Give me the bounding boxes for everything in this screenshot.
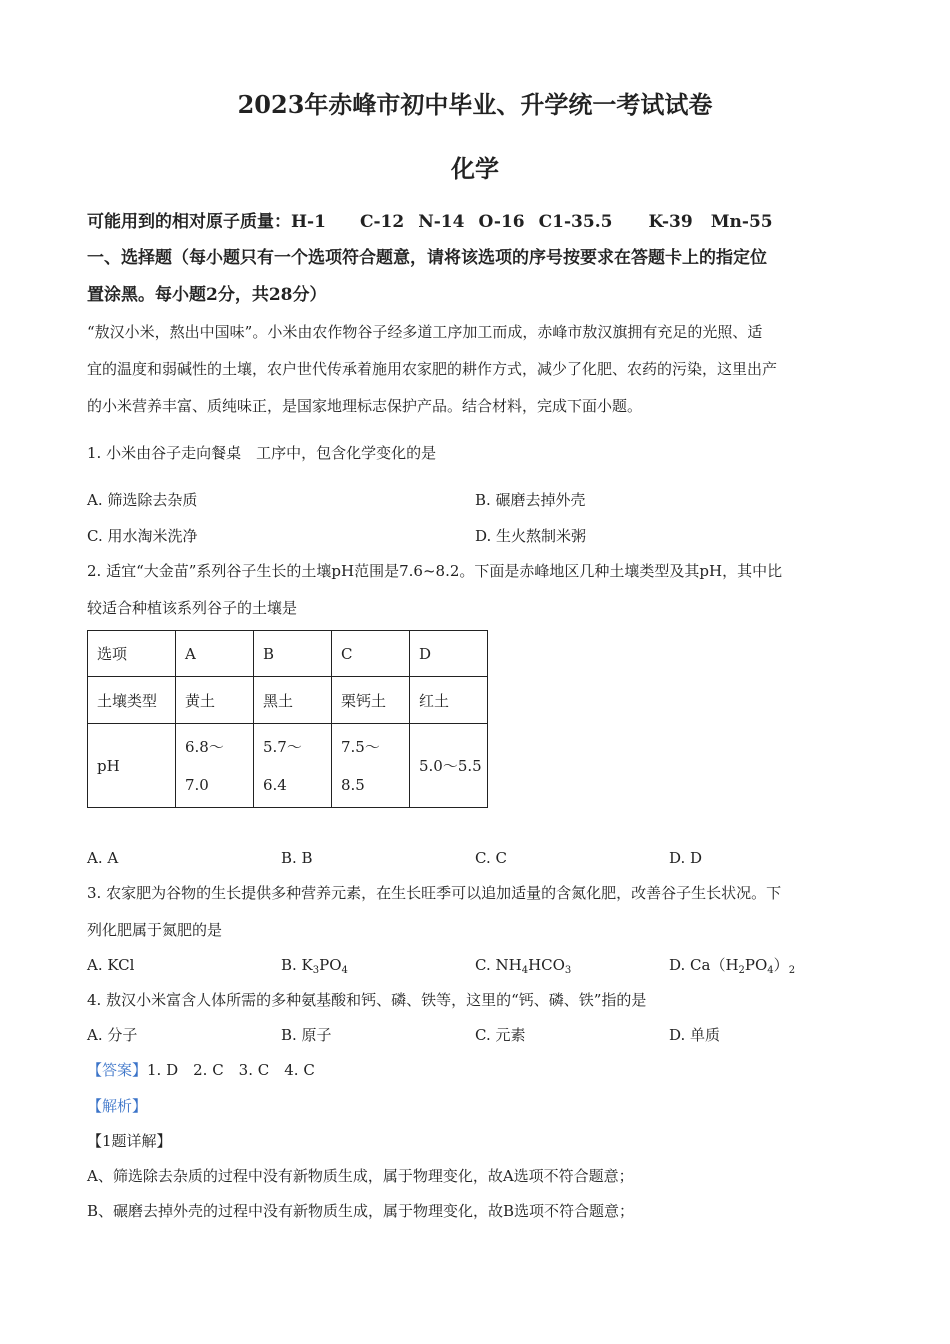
q1-option-d: D. 生火熬制米粥 [475, 527, 587, 545]
analysis-line: A、筛选除去杂质的过程中没有新物质生成，属于物理变化，故A选项不符合题意； [87, 1167, 634, 1185]
section-heading-line2: 置涂黑。每小题2分，共28分） [87, 285, 327, 305]
formula-subscript: 4 [767, 965, 774, 976]
answer-text: 1. D 2. C 3. C 4. C [147, 1061, 315, 1079]
ph-value-line: 5.0～5.5 [419, 757, 482, 775]
mass-h: H-1 [291, 212, 326, 232]
analysis-label: 【解析】 [87, 1097, 148, 1115]
q3-stem-line2: 列化肥属于氮肥的是 [87, 921, 223, 939]
table-cell: 栗钙土 [332, 677, 410, 724]
q2-option-c: C. C [475, 849, 507, 867]
q4-option-a: A. 分子 [87, 1026, 138, 1044]
q3-option-c [475, 955, 571, 975]
table-cell: C [332, 631, 410, 677]
atomic-masses [87, 212, 773, 232]
answer-line [87, 1060, 315, 1080]
table-cell: 黑土 [254, 677, 332, 724]
ph-value-line: 7.5～ [341, 737, 380, 756]
q3-option-a: A. KCl [87, 956, 135, 974]
formula-part: B. K [281, 956, 313, 974]
q1-option-a: A. 筛选除去杂质 [87, 491, 198, 509]
formula-subscript: 2 [738, 965, 745, 976]
formula-part: HCO [528, 956, 565, 974]
atomic-masses-label: 可能用到的相对原子质量： [87, 212, 291, 232]
table-cell [176, 724, 254, 808]
table-cell: 选项 [88, 631, 176, 677]
table-cell: 土壤类型 [88, 677, 176, 724]
mass-n: N-14 [418, 212, 465, 232]
passage-line: “敖汉小米，熬出中国味”。小米由农作物谷子经多道工序加工而成，赤峰市敖汉旗拥有充足的光照、适 [87, 323, 763, 341]
q3-option-b [281, 955, 348, 975]
mass-mn: Mn-55 [710, 212, 773, 232]
table-row [88, 631, 488, 677]
table-row [88, 724, 488, 808]
ph-value-line: 7.0 [185, 775, 209, 794]
table-cell [332, 724, 410, 808]
q1-option-b: B. 碾磨去掉外壳 [475, 491, 586, 509]
table-cell [410, 724, 488, 808]
ph-value-line: 8.5 [341, 775, 365, 794]
q3-option-d [669, 955, 795, 975]
q2-option-b: B. B [281, 849, 313, 867]
q2-option-d: D. D [669, 849, 703, 867]
formula-subscript: 4 [341, 965, 348, 976]
q4-option-d: D. 单质 [669, 1026, 721, 1044]
q4-stem: 4. 敖汉小米富含人体所需的多种氨基酸和钙、磷、铁等，这里的“钙、磷、铁”指的是 [87, 991, 647, 1009]
mass-k: K-39 [648, 212, 693, 232]
q2-option-a: A. A [87, 849, 119, 867]
q4-option-b: B. 原子 [281, 1026, 332, 1044]
formula-part: ） [773, 956, 789, 974]
table-cell: 红土 [410, 677, 488, 724]
ph-value-line: 5.7～ [263, 737, 302, 756]
q3-stem-line1: 3. 农家肥为谷物的生长提供多种营养元素，在生长旺季可以追加适量的含氮化肥，改善谷子生长状况。下 [87, 884, 782, 902]
table-cell: pH [88, 724, 176, 808]
formula-part: C. NH [475, 956, 522, 974]
answer-label: 【答案】 [87, 1061, 148, 1079]
ph-value-line: 6.4 [263, 775, 287, 794]
q1-stem: 1. 小米由谷子走向餐桌 工序中，包含化学变化的是 [87, 444, 437, 462]
mass-c: C-12 [359, 212, 405, 232]
formula-subscript: 3 [564, 965, 572, 976]
soil-ph-table [87, 630, 488, 808]
q2-stem-line1: 2. 适宜“大金苗”系列谷子生长的土壤pH范围是7.6~8.2。下面是赤峰地区几种土壤类型及其pH，其中比 [87, 562, 783, 580]
mass-o: O-16 [478, 212, 525, 232]
formula-subscript: 2 [788, 965, 796, 976]
table-cell: D [410, 631, 488, 677]
table-cell [254, 724, 332, 808]
q2-stem-line2: 较适合种植该系列谷子的土壤是 [87, 599, 298, 617]
table-row [88, 677, 488, 724]
formula-subscript: 3 [312, 965, 320, 976]
table-cell: B [254, 631, 332, 677]
table-cell: 黄土 [176, 677, 254, 724]
ph-value-line: 6.8～ [185, 737, 224, 756]
formula-part: PO [744, 956, 768, 974]
passage-line: 的小米营养丰富、质纯味正，是国家地理标志保护产品。结合材料，完成下面小题。 [87, 397, 643, 415]
section-heading-line1: 一、选择题（每小题只有一个选项符合题意，请将该选项的序号按要求在答题卡上的指定位 [87, 248, 767, 268]
q4-option-c: C. 元素 [475, 1026, 526, 1044]
formula-part: D. Ca（H [669, 956, 739, 974]
mass-cl: C1-35.5 [538, 212, 613, 232]
subject-title: 化学 [451, 154, 499, 183]
passage-line: 宜的温度和弱碱性的土壤，农户世代传承着施用农家肥的耕作方式，减少了化肥、农药的污染，这里出产 [87, 360, 778, 378]
page-title: 2023年赤峰市初中毕业、升学统一考试试卷 [237, 90, 713, 119]
table-cell: A [176, 631, 254, 677]
q1-option-c: C. 用水淘米洗净 [87, 527, 198, 545]
analysis-line: B、碾磨去掉外壳的过程中没有新物质生成，属于物理变化，故B选项不符合题意； [87, 1202, 635, 1220]
q1-analysis-heading: 【1题详解】 [87, 1132, 172, 1150]
formula-part: PO [319, 956, 342, 974]
formula-subscript: 4 [521, 965, 529, 976]
